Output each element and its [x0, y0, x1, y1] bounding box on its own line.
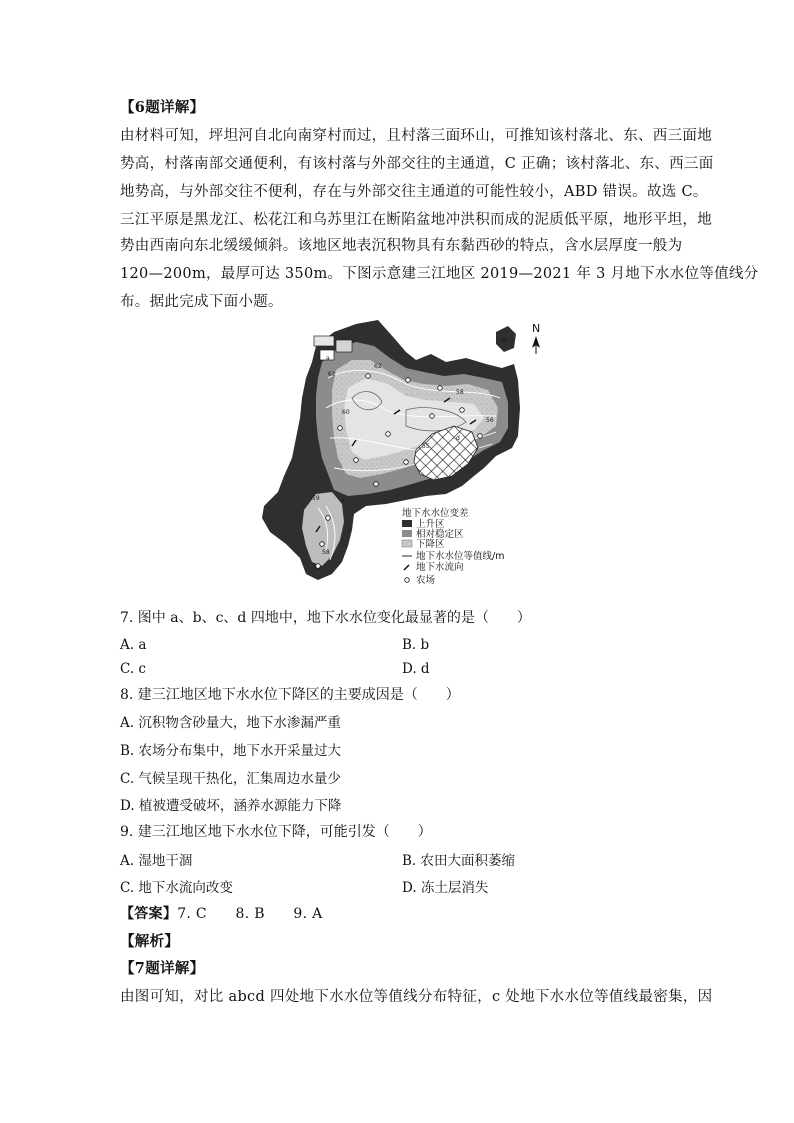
q9-option-b[interactable]: B. 农田大面积萎缩: [402, 853, 516, 869]
north-arrow: [532, 322, 540, 354]
legend-swatch-stable: [402, 530, 412, 537]
map-legend: [402, 507, 504, 586]
question-8-stem: 8. 建三江地区地下水水位下降区的主要成因是（ ）: [120, 687, 460, 703]
svg-text:56: 56: [486, 417, 494, 424]
answer-label: 【答案】: [120, 906, 178, 922]
question-7-stem: 7. 图中 a、b、c、d 四地中，地下水水位变化最显著的是（ ）: [120, 610, 531, 626]
q8-option-d[interactable]: D. 植被遭受破坏，涵养水源能力下降: [120, 798, 342, 814]
svg-text:58: 58: [322, 549, 330, 556]
material-line-3: 120—200m，最厚可达 350m。下图示意建三江地区 2019—2021 年 3 月地下水水位等值线分: [120, 266, 759, 282]
legend-contour: 地下水水位等值线/m: [416, 551, 505, 562]
legend-swatch-rising: [402, 520, 412, 527]
svg-text:55: 55: [422, 443, 430, 450]
svg-text:62: 62: [374, 363, 382, 370]
legend-swatch-declining: [402, 540, 412, 547]
q8-option-c[interactable]: C. 气候呈现干热化，汇集周边水量少: [120, 771, 341, 787]
analysis-line-1: 由图可知，对比 abcd 四处地下水水位等值线分布特征，c 处地下水水位等值线最密集，因: [120, 989, 713, 1005]
legend-flow: 地下水流向: [416, 562, 464, 573]
question-9-stem: 9. 建三江地区地下水水位下降，可能引发（ ）: [120, 824, 432, 840]
legend-flow-icon: [404, 565, 409, 570]
q7-option-a[interactable]: A. a: [120, 637, 147, 653]
north-label: N: [532, 322, 541, 335]
point-a: a: [326, 355, 330, 362]
svg-text:58: 58: [456, 389, 464, 396]
q7-option-c[interactable]: C. c: [120, 661, 146, 677]
legend-title: 地下水水位变差: [402, 508, 469, 519]
section6-line-3: 地势高，与外部交往不便利，存在与外部交往主通道的可能性较小，ABD 错误。故选 C。: [120, 184, 708, 200]
svg-text:61: 61: [328, 371, 336, 378]
analysis-label: 【解析】: [120, 933, 180, 950]
groundwater-map: [256, 318, 552, 586]
q9-option-c[interactable]: C. 地下水流向改变: [120, 880, 233, 896]
legend-farm-icon: [405, 578, 410, 583]
material-line-1: 三江平原是黑龙江、松花江和乌苏里江在断陷盆地冲洪积而成的泥质低平原，地形平坦，地: [120, 212, 712, 228]
section6-line-1: 由材料可知，坪坦河自北向南穿村而过，且村落三面环山，可推知该村落北、东、西三面地: [120, 128, 712, 144]
material-line-2: 势由西南向东北缓缓倾斜。该地区地表沉积物具有东黏西砂的特点，含水层厚度一般为: [120, 238, 683, 254]
material-line-4: 布。据此完成下面小题。: [120, 294, 283, 310]
svg-text:60: 60: [342, 409, 350, 416]
point-c: c: [342, 497, 346, 504]
legend-rising: 上升区: [416, 519, 445, 530]
q8-option-b[interactable]: B. 农场分布集中，地下水开采量过大: [120, 743, 342, 759]
legend-declining: 下降区: [416, 539, 445, 550]
q8-option-a[interactable]: A. 沉积物含砂量大，地下水渗漏严重: [120, 715, 341, 731]
answer-row: [120, 903, 323, 923]
q7-option-d[interactable]: D. d: [402, 661, 430, 677]
analysis-subheading: 【7题详解】: [120, 960, 205, 977]
section6-heading: 【6题详解】: [120, 99, 205, 116]
point-b: b: [502, 337, 506, 344]
point-d: d: [456, 435, 460, 442]
ne-island: [496, 326, 516, 352]
q7-option-b[interactable]: B. b: [402, 637, 430, 653]
svg-text:59: 59: [312, 495, 320, 502]
q9-option-d[interactable]: D. 冻土层消失: [402, 880, 489, 896]
answer-values: 7. C 8. B 9. A: [177, 906, 323, 922]
section6-line-2: 势高，村落南部交通便利，有该村落与外部交往的主通道，C 正确；该村落北、东、西三面: [120, 156, 714, 172]
q9-option-a[interactable]: A. 湿地干涸: [120, 853, 193, 869]
legend-stable: 相对稳定区: [416, 529, 464, 540]
legend-farm: 农场: [416, 575, 436, 586]
